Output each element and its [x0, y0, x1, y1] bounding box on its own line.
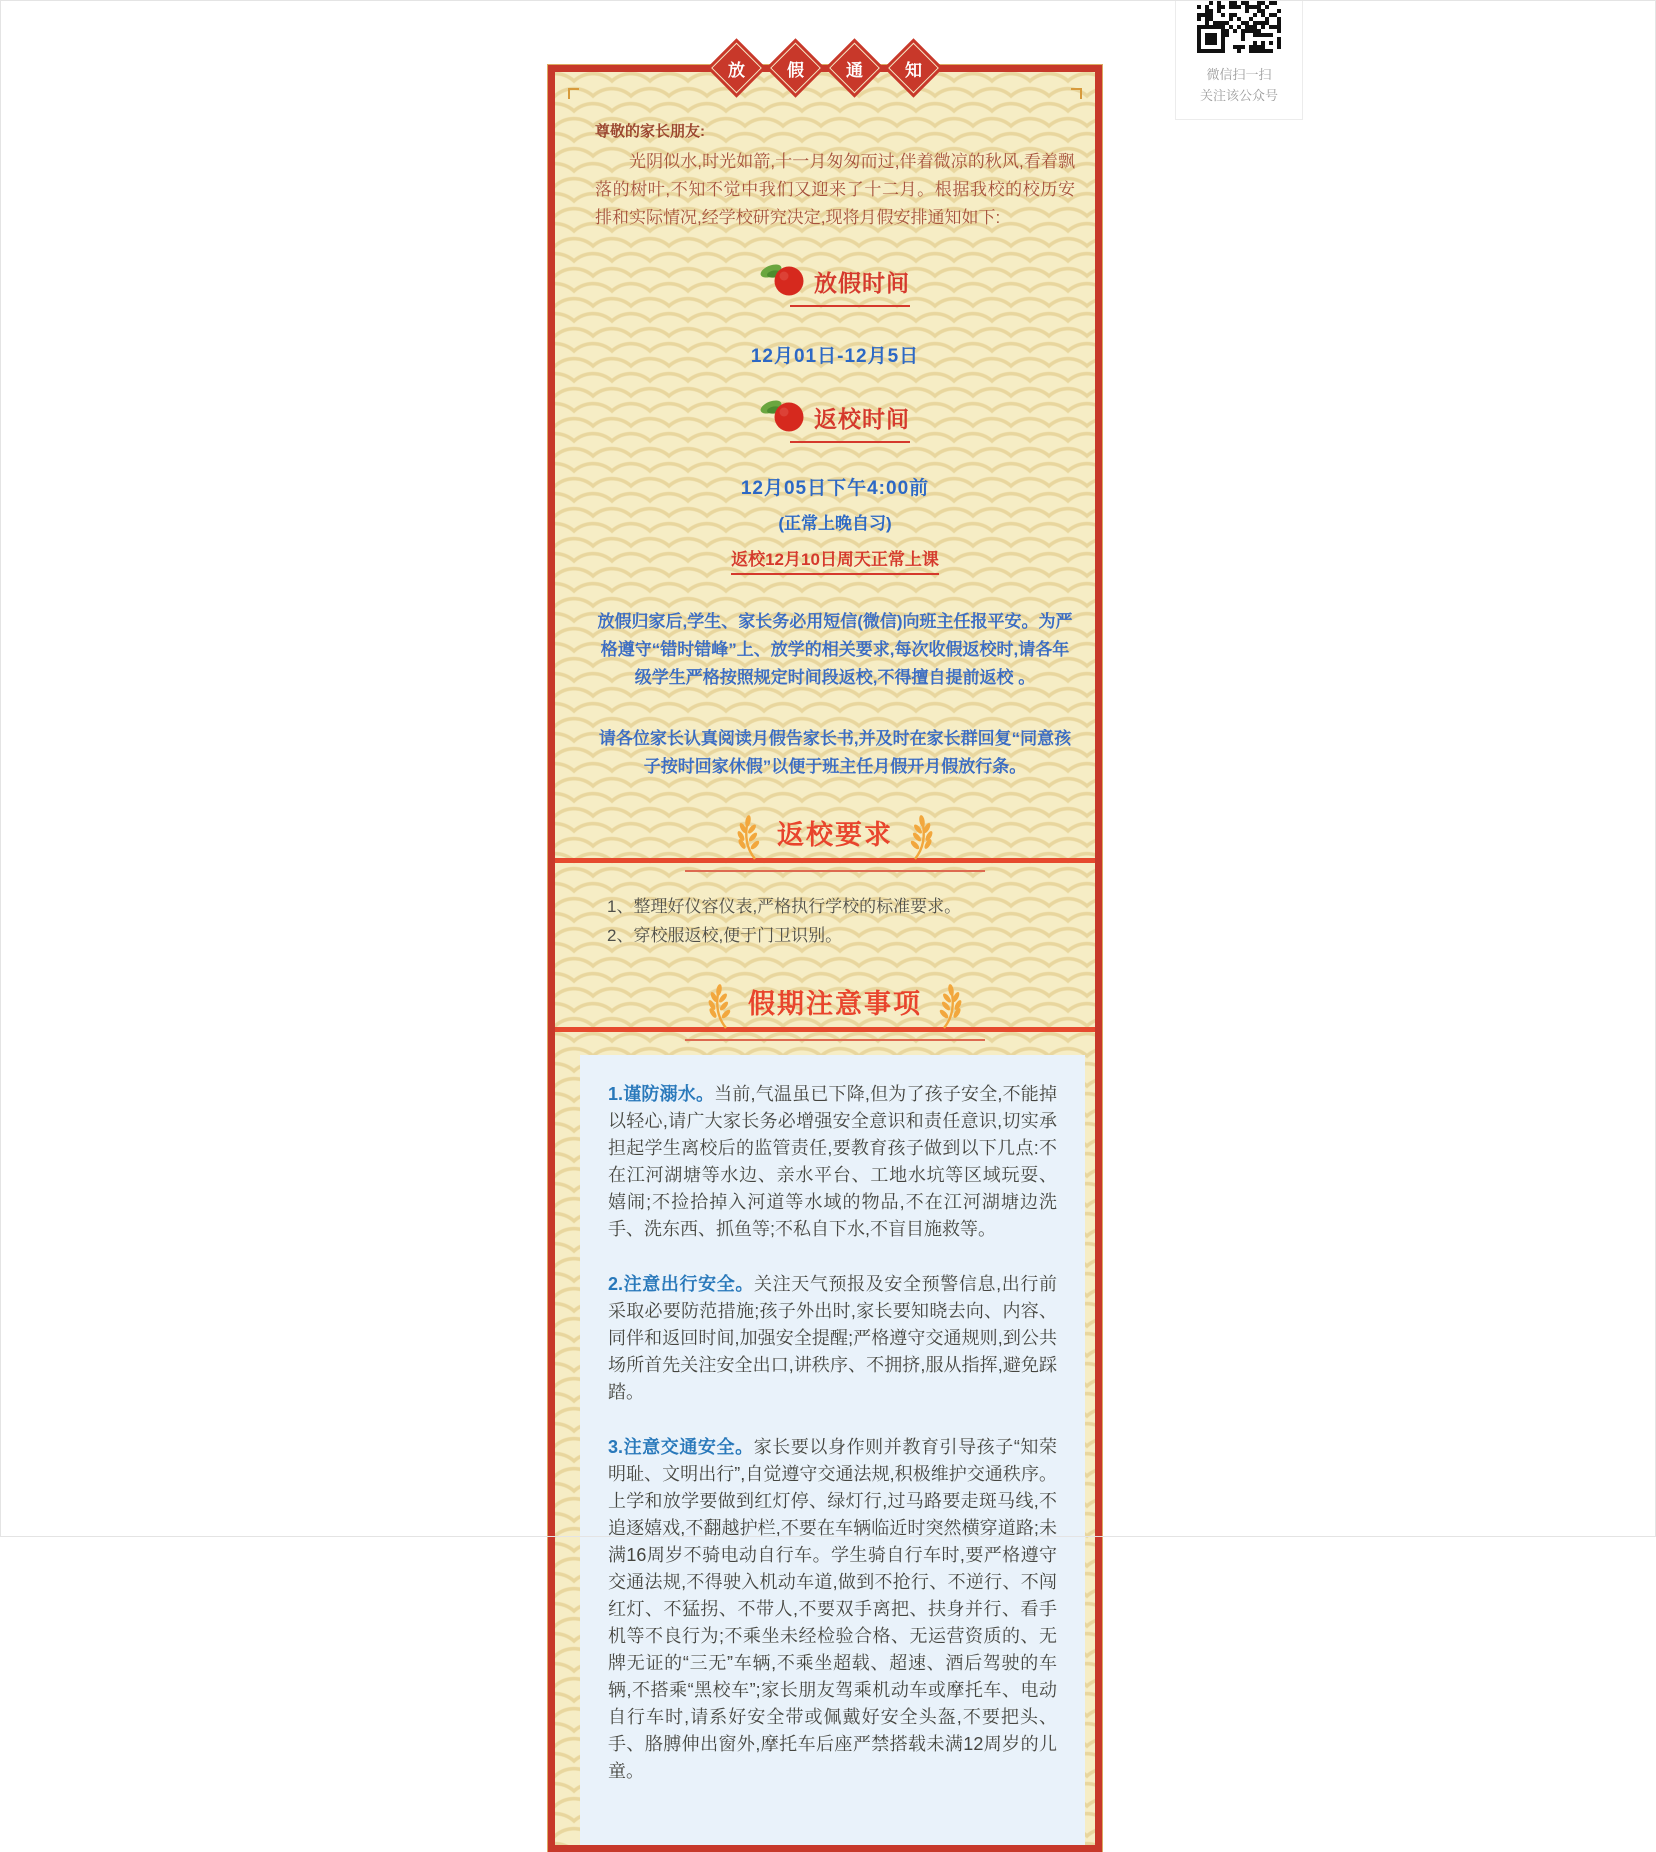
- wheat-icon: [702, 984, 732, 1030]
- corner-ornament: [1071, 88, 1082, 99]
- reply-group-paragraph: 请各位家长认真阅读月假告家长书,并及时在家长群回复“同意孩子按时回家休假”以便于班主任月假开月假放行条。: [598, 729, 1072, 776]
- heading-rule-thin: [685, 870, 985, 872]
- holiday-time-heading: [595, 258, 1075, 305]
- requirements-list: [595, 892, 1075, 950]
- wheat-icon: [938, 984, 968, 1030]
- list-item: 2、穿校服返校,便于门卫识别。: [607, 926, 843, 945]
- holiday-time-title: 放假时间: [814, 270, 910, 296]
- precaution-item: [608, 1434, 1057, 1785]
- heading-rule-thick: [555, 1027, 1095, 1032]
- return-time-title: 返校时间: [814, 406, 910, 432]
- requirements-title: 返校要求: [777, 820, 893, 850]
- corner-ornament: [568, 88, 579, 99]
- banner-diamond: 通: [829, 43, 880, 94]
- precaution-text: 家长要以身作则并教育引导孩子“知荣明耻、文明出行”,自觉遵守交通法规,积极维护交通秩序。上学和放学要做到红灯停、绿灯行,过马路要走斑马线,不追逐嬉戏,不翻越护栏,不要在车辆临近时突然横穿道路;未满16周岁不骑电动自行车。学生骑自行车时,要严格遵守交通法规,不得驶入机动车道,做到不抢行、不逆行、不闯红灯、不猛拐、不带人,不要双手离把、扶身并行、看手机等不良行为;不乘坐未经检验合格、无运营资质的、无牌无证的“三无”车辆,不乘坐超载、超速、酒后驾驶的车辆,不搭乘“黑校车”;家长朋友驾乘机动车或摩托车、电动自行车时,请系好安全带或佩戴好安全头盔,不要把头、手、胳膊伸出窗外,摩托车后座严禁搭载未满12周岁的儿童。: [608, 1437, 1058, 1781]
- precautions-title: 假期注意事项: [748, 989, 922, 1019]
- precaution-item: [608, 1271, 1057, 1406]
- return-note-line: (正常上晚自习): [778, 514, 892, 533]
- banner-diamond: 放: [711, 43, 762, 94]
- title-underline: [790, 441, 910, 443]
- wheat-icon: [731, 815, 761, 861]
- requirements-heading: [595, 813, 1075, 852]
- wechat-follow-panel: [1175, 0, 1303, 120]
- return-time-heading: [595, 394, 1075, 441]
- precautions-panel: [580, 1055, 1085, 1845]
- holiday-notice-poster: [548, 60, 1102, 1852]
- precaution-lead: 2.注意出行安全。: [608, 1274, 755, 1294]
- precaution-lead: 3.注意交通安全。: [608, 1437, 754, 1457]
- banner-diamond: 假: [770, 43, 821, 94]
- qr-code-icon: [1197, 0, 1281, 53]
- heading-rule-thick: [555, 858, 1095, 863]
- berry-leaf-icon: [760, 258, 806, 305]
- qr-caption-line1: 微信扫一扫: [1206, 67, 1272, 82]
- precaution-text: 当前,气温虽已下降,但为了孩子安全,不能掉以轻心,请广大家长务必增强安全意识和责任意识,切实承担起学生离校后的监管责任,要教育孩子做到以下几点:不在江河湖塘等水边、亲水平台、工地水坑等区域玩耍、嬉闹;不捡拾掉入河道等水域的物品,不在江河湖塘边洗手、洗东西、抓鱼等;不私自下水,不盲目施救等。: [608, 1084, 1057, 1239]
- precaution-lead: 1.谨防溺水。: [608, 1084, 715, 1104]
- precaution-item: [608, 1081, 1057, 1243]
- precaution-text: 关注天气预报及安全预警信息,出行前采取必要防范措施;孩子外出时,家长要知晓去向、内容、同伴和返回时间,加强安全提醒;严格遵守交通规则,到公共场所首先关注安全出口,讲秩序、不拥挤,服从指挥,避免踩踏。: [608, 1274, 1058, 1402]
- return-class-line: 返校12月10日周天正常上课: [595, 545, 1075, 575]
- intro-paragraph: 光阴似水,时光如箭,十一月匆匆而过,伴着微凉的秋风,看着飘落的树叶,不知不觉中我们又迎来了十二月。根据我校的校历安排和实际情况,经学校研究决定,现将月假安排通知如下:: [595, 152, 1075, 227]
- title-underline: [790, 305, 910, 307]
- salutation: 尊敬的家长朋友:: [595, 123, 705, 140]
- report-safety-paragraph: 放假归家后,学生、家长务必用短信(微信)向班主任报平安。为严格遵守“错时错峰”上、放学的相关要求,每次收假返校时,请各年级学生严格按照规定时间段返校,不得擅自提前返校 。: [597, 612, 1073, 687]
- holiday-date-range: 12月01日-12月5日: [750, 346, 920, 367]
- berry-leaf-icon: [760, 394, 806, 441]
- banner-diamond: 知: [888, 43, 939, 94]
- heading-rule-thin: [685, 1039, 985, 1041]
- wheat-icon: [909, 815, 939, 861]
- return-time-line: 12月05日下午4:00前: [740, 478, 930, 499]
- qr-caption-line2: 关注该公众号: [1199, 88, 1278, 103]
- list-item: 1、整理好仪容仪表,严格执行学校的标准要求。: [607, 897, 962, 916]
- precautions-heading: [595, 982, 1075, 1021]
- title-banner: [719, 50, 932, 86]
